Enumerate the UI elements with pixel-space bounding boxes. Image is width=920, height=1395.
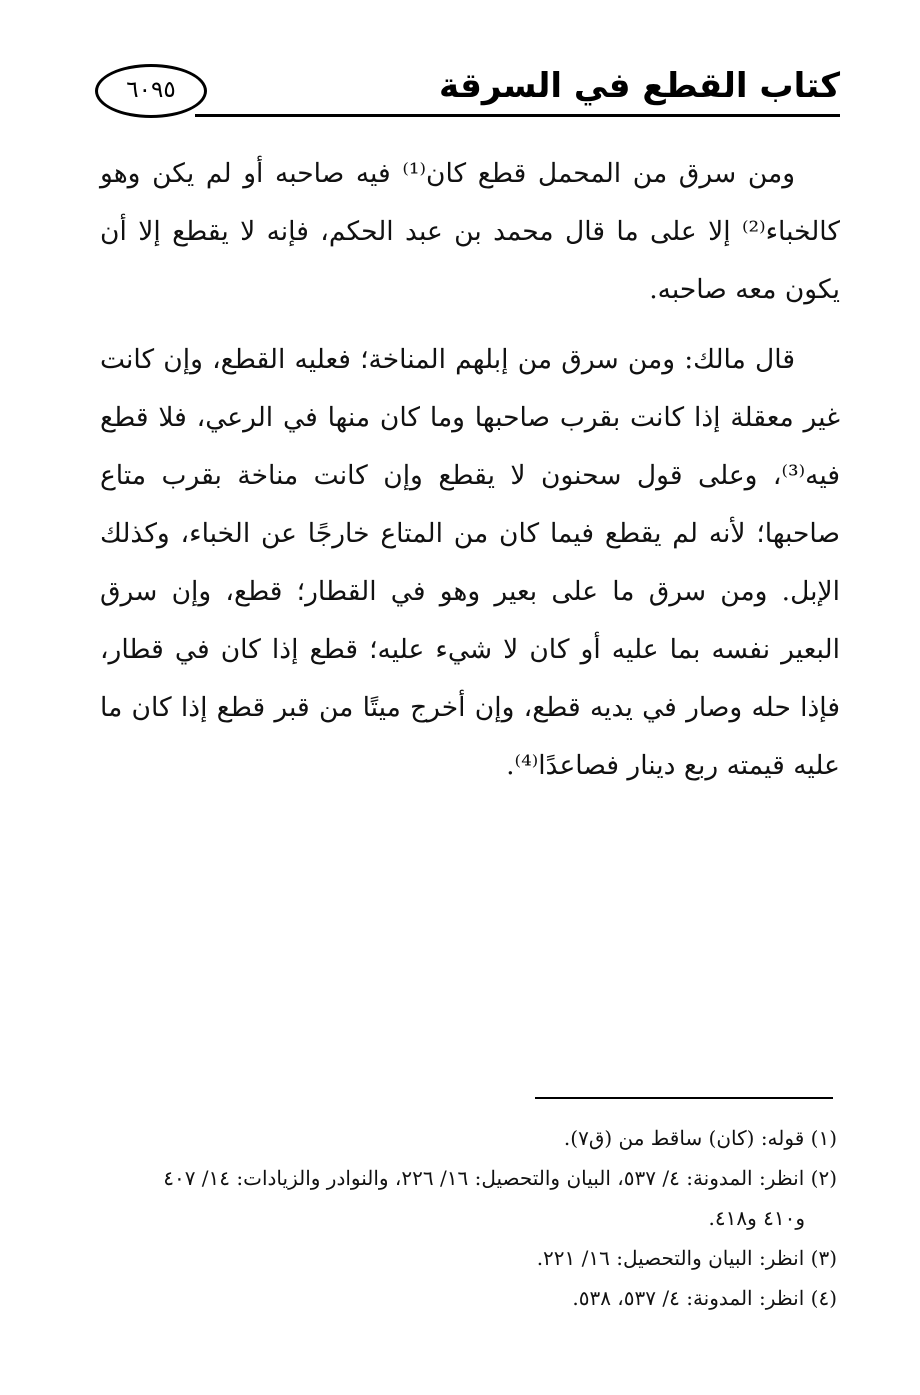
page-header [95, 62, 840, 122]
footnote-2-continued: و٤١٠ و٤١٨. [708, 1206, 805, 1230]
paragraph-2: قال مالك: ومن سرق من إبلهم المناخة؛ فعليه القطع، وإن كانت غير معقلة إذا كانت بقرب صاحبها وما كان منها في الرعي، فلا قطع فيه⁽³⁾، وعلى قول سحنون لا يقطع وإن كانت مناخة بقرب متاع صاحبها؛ لأنه لم يقطع فيما كان من المتاع خارجًا عن الخباء، وكذلك الإبل. ومن سرق ما على بعير وهو في القطار؛ قطع، وإن سرق البعير نفسه بما عليه أو كان لا شيء عليه؛ قطع إذا كان في قطار، فإذا حله وصار في يديه قطع، وإن أخرج ميتًا من قبر قطع إذا كان ما عليه قيمته ربع دينار فصاعدًا⁽⁴⁾. [100, 344, 840, 781]
page-number-badge: ٦٠٩٥ [95, 64, 207, 118]
running-title: كتاب القطع في السرقة [438, 66, 840, 106]
footnotes [100, 1118, 837, 1318]
footnote-2: (٢) انظر: المدونة: ٤/ ٥٣٧، البيان والتحصيل: ١٦/ ٢٢٦، والنوادر والزيادات: ١٤/ ٤٠٧ [163, 1166, 837, 1190]
footnote-4: (٤) انظر: المدونة: ٤/ ٥٣٧، ٥٣٨. [572, 1286, 837, 1310]
main-text [100, 145, 840, 807]
footnote-3: (٣) انظر: البيان والتحصيل: ١٦/ ٢٢١. [536, 1246, 837, 1270]
footnote-separator [535, 1097, 833, 1099]
paragraph-1: ومن سرق من المحمل قطع كان⁽¹⁾ فيه صاحبه أو لم يكن وهو كالخباء⁽²⁾ إلا على ما قال محمد بن عبد الحكم، فإنه لا يقطع إلا أن يكون معه صاحبه. [100, 158, 840, 305]
footnote-1: (١) قوله: (كان) ساقط من (ق٧). [563, 1126, 837, 1150]
header-rule [195, 114, 840, 117]
